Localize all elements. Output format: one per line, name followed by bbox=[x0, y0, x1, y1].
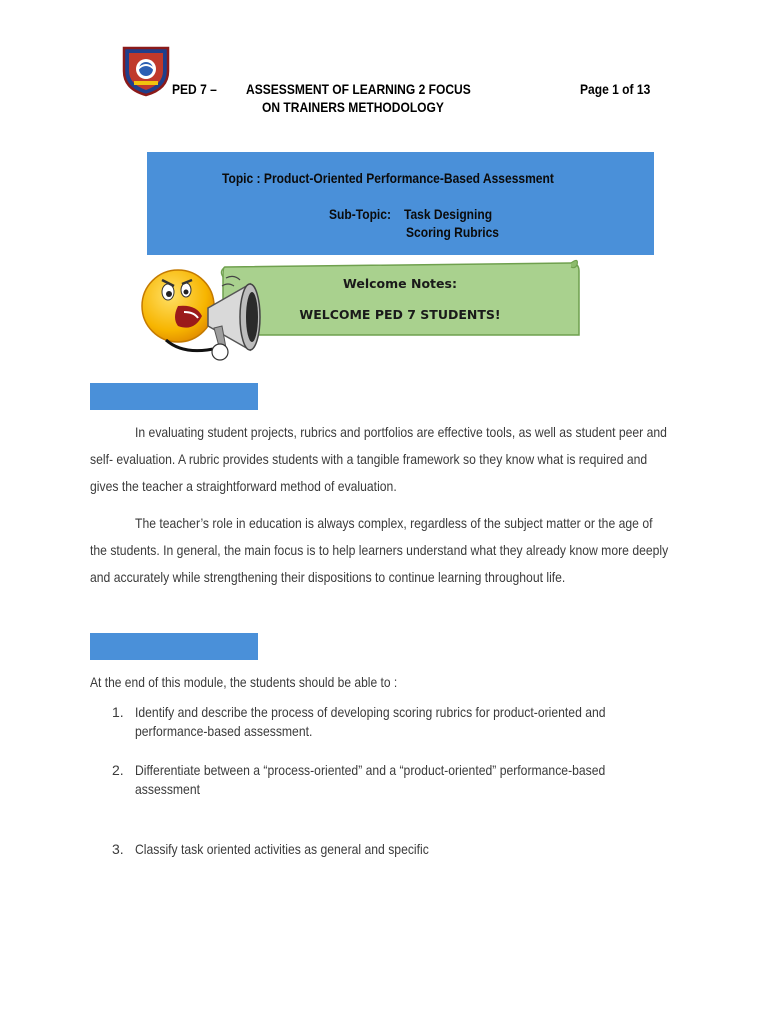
module-title-line-1: ASSESSMENT OF LEARNING 2 FOCUS bbox=[246, 81, 471, 97]
list-item-number: 3. bbox=[112, 841, 124, 857]
topic-box bbox=[147, 152, 654, 255]
list-item-text: Classify task oriented activities as general and specific bbox=[135, 841, 429, 857]
list-item-number: 2. bbox=[112, 762, 124, 778]
objectives-lead: At the end of this module, the students should be able to : bbox=[90, 674, 398, 690]
list-item-number: 1. bbox=[112, 704, 124, 720]
welcome-message: WELCOME PED 7 STUDENTS! bbox=[299, 307, 501, 322]
list-item-text: assessment bbox=[135, 781, 200, 797]
list-item-text: Differentiate between a “process-oriented” and a “product-oriented” performance-based bbox=[135, 762, 606, 778]
shouting-emoji-megaphone-icon bbox=[138, 262, 278, 366]
list-item-text: performance-based assessment. bbox=[135, 723, 313, 739]
section-header-tab bbox=[90, 633, 258, 660]
list-item-text: Identify and describe the process of developing scoring rubrics for product-oriented and bbox=[135, 704, 606, 720]
paragraph-line: self- evaluation. A rubric provides students with a tangible framework so they know what is required and bbox=[90, 451, 648, 467]
section-header-tab bbox=[90, 383, 258, 410]
subtopic-label: Sub-Topic: bbox=[329, 206, 391, 222]
module-title-line-2: ON TRAINERS METHODOLOGY bbox=[262, 99, 444, 115]
welcome-title: Welcome Notes: bbox=[343, 276, 457, 291]
school-seal-logo bbox=[120, 45, 172, 97]
topic-line: Topic : Product-Oriented Performance-Based Assessment bbox=[222, 170, 554, 186]
subtopic-scoring-rubrics: Scoring Rubrics bbox=[406, 224, 500, 240]
paragraph-line: The teacher’s role in education is always complex, regardless of the subject matter or the age of bbox=[135, 515, 653, 531]
paragraph-line: gives the teacher a straightforward method of evaluation. bbox=[90, 478, 397, 494]
subtopic-task-designing: Task Designing bbox=[404, 206, 493, 222]
paragraph-line: and accurately while strengthening their dispositions to continue learning throughout life. bbox=[90, 569, 566, 585]
paragraph-line: the students. In general, the main focus is to help learners understand what they already know more deeply bbox=[90, 542, 669, 558]
page-number: Page 1 of 13 bbox=[580, 81, 651, 97]
paragraph-line: In evaluating student projects, rubrics and portfolios are effective tools, as well as student peer and bbox=[135, 424, 667, 440]
course-code: PED 7 – bbox=[172, 81, 217, 97]
